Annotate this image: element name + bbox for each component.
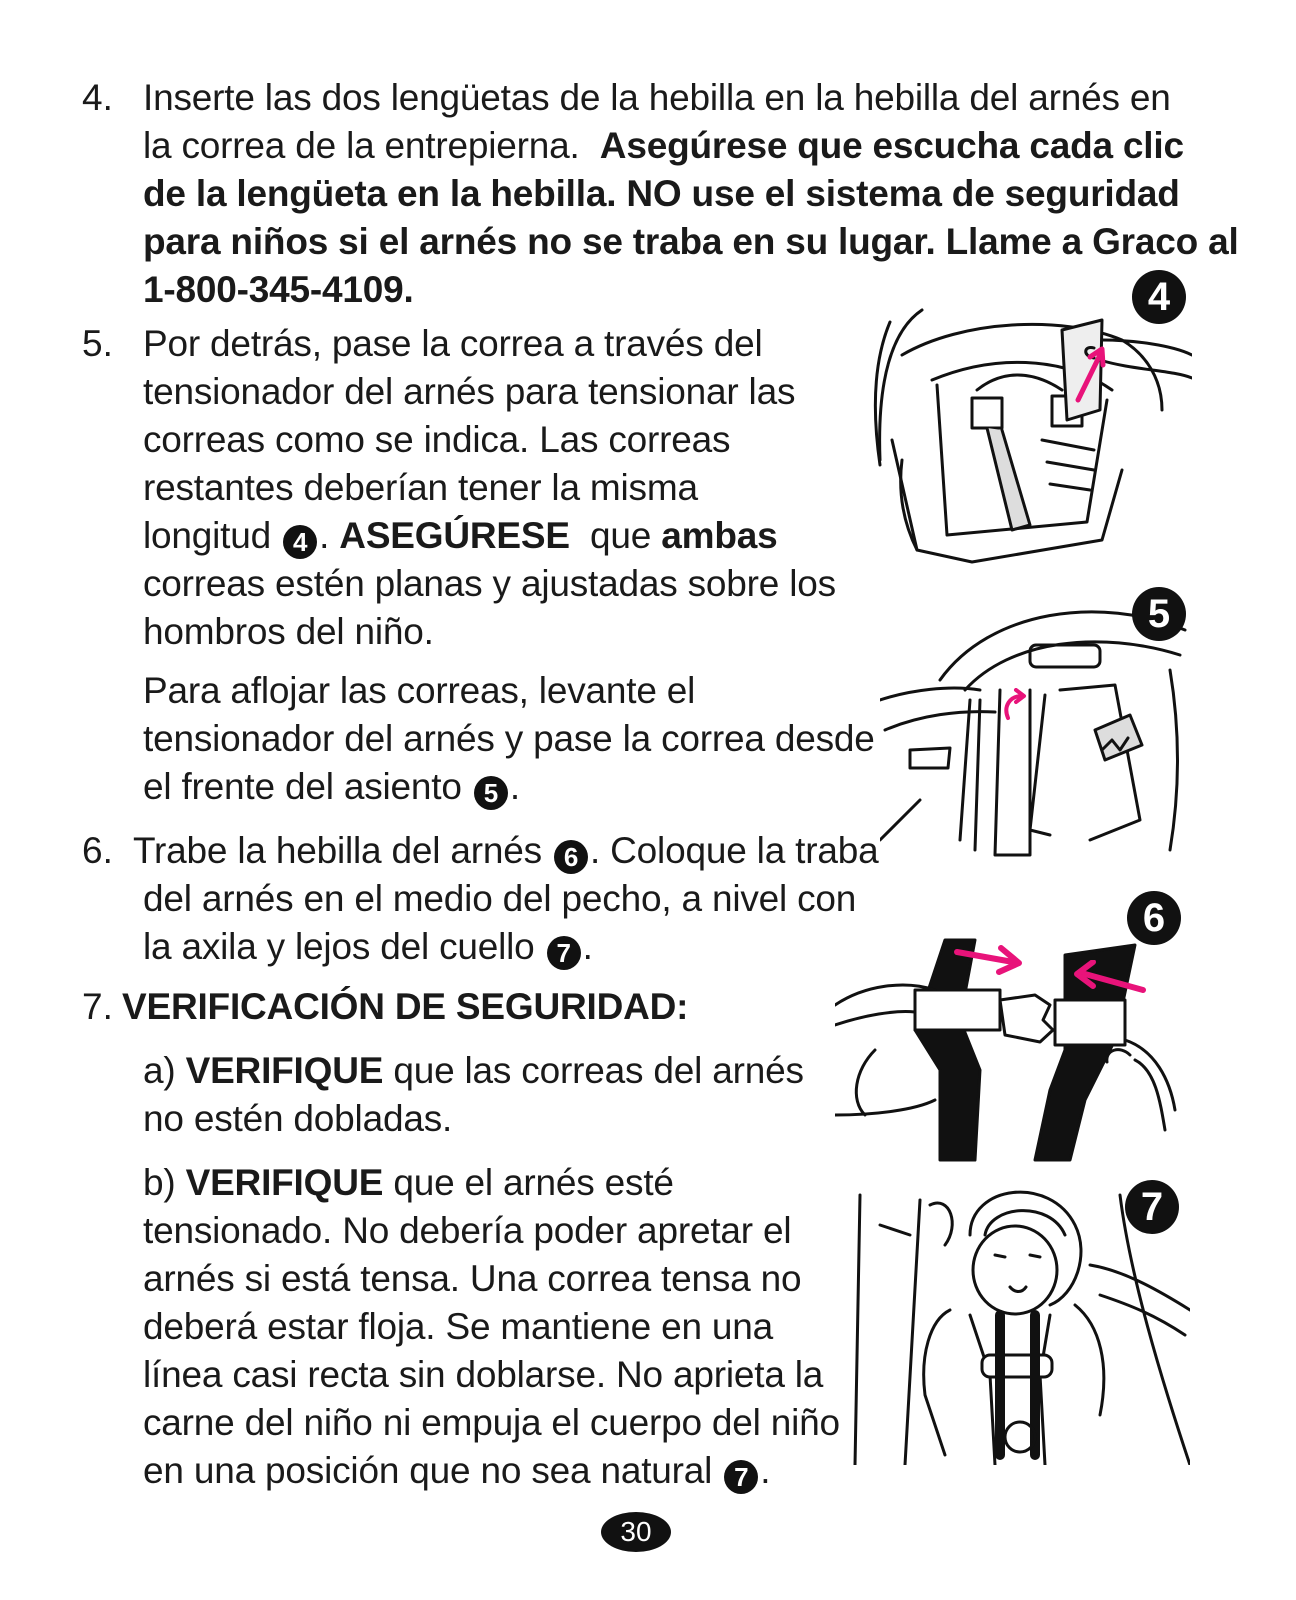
step-6-text <box>133 827 878 971</box>
figure-5-illustration <box>880 590 1190 860</box>
check-b-period: . <box>760 1450 771 1491</box>
step-5-line-5-text: longitud <box>143 515 272 556</box>
figure-6-pink-arrow-right <box>953 938 1033 978</box>
loosen-line-3-text: el frente del asiento <box>143 766 462 807</box>
loosen-line-2: tensionador del arnés y pase la correa desde <box>143 718 875 759</box>
figure-ref-4: 4 <box>283 525 317 559</box>
check-b-line-1 <box>143 1159 843 1207</box>
figure-4-badge: 4 <box>1132 270 1186 324</box>
graco-phone-number: 1-800-345-4109. <box>143 269 414 310</box>
step-5-line-6: correas estén planas y ajustadas sobre los <box>143 563 836 604</box>
check-b-prefix: b) <box>143 1162 176 1203</box>
check-b-verifique: VERIFIQUE <box>185 1162 384 1203</box>
step-6-number: 6. <box>82 830 113 871</box>
step-5-line-5 <box>143 512 863 560</box>
check-b-text <box>143 1159 843 1495</box>
check-b-line-2: tensionado. No debería poder apretar el <box>143 1210 792 1251</box>
loosen-line-3 <box>143 763 873 811</box>
safety-check-title <box>122 983 688 1031</box>
figure-5-pink-arrow <box>998 688 1034 724</box>
check-b-line-4: deberá estar floja. Se mantiene en una <box>143 1306 774 1347</box>
page-number: 30 <box>601 1512 671 1552</box>
check-a-text <box>143 1047 823 1143</box>
step-4-warning-1: Asegúrese que escucha cada clic <box>599 125 1184 166</box>
step-5-line-3: correas como se indica. Las correas <box>143 419 731 460</box>
check-b-line-3: arnés si está tensa. Una correa tensa no <box>143 1258 802 1299</box>
check-b-line-7 <box>143 1447 843 1495</box>
check-a-line-2: no estén dobladas. <box>143 1098 453 1139</box>
step-5-ambas: ambas <box>661 515 778 556</box>
step-4-warning-3: para niños si el arnés no se traba en su lugar. Llame a Graco al <box>143 221 1239 262</box>
step-4-line-2-plain: la correa de la entrepierna. <box>143 125 580 166</box>
figure-ref-5: 5 <box>474 776 508 810</box>
figure-7-badge: 7 <box>1125 1180 1179 1234</box>
check-b-line-5: línea casi recta sin doblarse. No aprieta la <box>143 1354 824 1395</box>
loosen-period: . <box>509 766 520 807</box>
step-4-line-1: Inserte las dos lengüetas de la hebilla en la hebilla del arnés en <box>143 77 1171 118</box>
figure-6-badge: 6 <box>1127 891 1181 945</box>
figure-7-illustration <box>850 1175 1190 1465</box>
figure-ref-7: 7 <box>547 936 581 970</box>
step-5-text <box>143 320 863 656</box>
check-b-line-7-text: en una posición que no sea natural <box>143 1450 713 1491</box>
check-a-verifique: VERIFIQUE <box>185 1050 384 1091</box>
step-5-que: que <box>590 515 652 556</box>
figure-4-illustration <box>862 275 1192 585</box>
step-7-number: 7. <box>82 986 113 1027</box>
step-5-number: 5. <box>82 323 113 364</box>
figure-ref-7b: 7 <box>724 1460 758 1494</box>
step-6-period: . <box>582 926 593 967</box>
step-6-line-3-text: la axila y lejos del cuello <box>143 926 535 967</box>
safety-check-heading: VERIFICACIÓN DE SEGURIDAD: <box>122 986 689 1027</box>
step-5-line-7: hombros del niño. <box>143 611 434 652</box>
step-5-line-1: Por detrás, pase la correa a través del <box>143 323 763 364</box>
step-6-line-1-rest: . Coloque la traba <box>590 830 879 871</box>
figure-4-pink-arrow <box>1070 345 1110 405</box>
step-5-line-4: restantes deberían tener la misma <box>143 467 698 508</box>
step-6-line-3 <box>133 923 878 971</box>
check-a-prefix: a) <box>143 1050 176 1091</box>
step-6-line-1 <box>133 827 878 875</box>
step-4-line-2 <box>143 122 1193 170</box>
figure-ref-6: 6 <box>554 840 588 874</box>
check-b-line-6: carne del niño ni empuja el cuerpo del niño <box>143 1402 840 1443</box>
check-a-line-1 <box>143 1047 823 1095</box>
loosen-line-1: Para aflojar las correas, levante el <box>143 670 696 711</box>
step-5-asegurese: ASEGÚRESE <box>339 515 570 556</box>
step-4-warning-2: de la lengüeta en la hebilla. NO use el sistema de seguridad <box>143 173 1180 214</box>
step-6-line-2: del arnés en el medio del pecho, a nivel con <box>143 878 857 919</box>
step-6-line-1-text: Trabe la hebilla del arnés <box>133 830 542 871</box>
step-5-loosen-text <box>143 667 873 811</box>
check-b-line-1-text: que el arnés esté <box>393 1162 674 1203</box>
step-4-text <box>143 74 1239 314</box>
check-a-line-1-text: que las correas del arnés <box>393 1050 804 1091</box>
figure-5-badge: 5 <box>1132 587 1186 641</box>
figure-6-illustration <box>835 896 1185 1165</box>
step-5-period: . <box>319 515 330 556</box>
step-4-number: 4. <box>82 77 113 118</box>
step-5-line-2: tensionador del arnés para tensionar las <box>143 371 796 412</box>
figure-6-pink-arrow-left <box>1067 960 1147 1000</box>
